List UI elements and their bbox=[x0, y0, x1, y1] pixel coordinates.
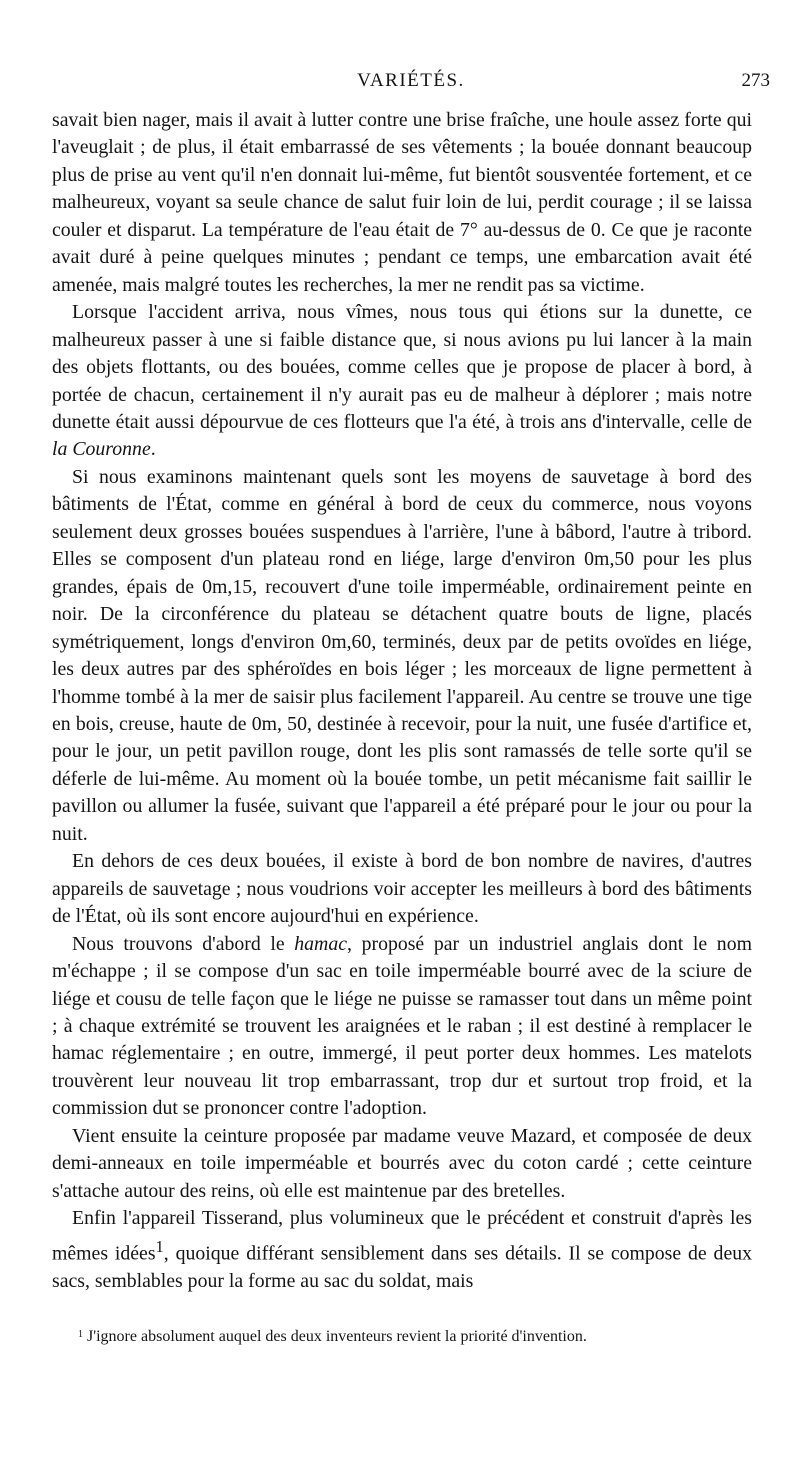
paragraph-5-text: , proposé par un industriel anglais dont le nom m'échappe ; il se compose d'un sac en toile imperméable bourré avec de la sciure de liége et cousu de telle façon que le liége ne puisse se ramasser tout dans un même point ; à chaque extrémité se trouvent les araignées et le raban ; il est destiné à remplacer le hamac réglementaire ; en outre, immergé, il peut porter deux hommes. Les matelots trouvèrent leur nouveau lit trop embarrassant, trop dur et surtout trop froid, et la commission dut se prononcer contre l'adoption. bbox=[52, 932, 752, 1120]
page-number: 273 bbox=[741, 70, 770, 91]
paragraph-7 bbox=[52, 1205, 752, 1295]
paragraph-2-text: Lorsque l'accident arriva, nous vîmes, nous tous qui étions sur la dunette, ce malheureux passer à une si faible distance que, si nous avions pu lui lancer à la main des objets flottants, ou des bouées, comme celles que je propose de placer à bord, à portée de chacun, certainement il n'y aurait pas eu de malheur à déplorer ; mais notre dunette était aussi dépourvue de ces flotteurs que l'a été, à trois ans d'intervalle, celle de bbox=[52, 301, 752, 433]
footnote-reference: 1 bbox=[155, 1236, 164, 1256]
footnote-marker: 1 bbox=[78, 1329, 83, 1340]
paragraph-7-start: Enfin l'appareil Tisserand, plus volumineux que le précédent et construit d'après les mêmes idées bbox=[52, 1207, 752, 1265]
footnote-text: J'ignore absolument auquel des deux inventeurs revient la priorité d'invention. bbox=[87, 1328, 587, 1345]
footnote bbox=[78, 1325, 758, 1347]
body-text bbox=[52, 107, 752, 1295]
ship-name-italic: la Couronne bbox=[52, 438, 151, 461]
paragraph-3: Si nous examinons maintenant quels sont les moyens de sauvetage à bord des bâtiments de l'État, comme en général à bord de ceux du commerce, nous voyons seulement deux grosses bouées suspendues à l'arrière, l'une à bâbord, l'autre à tribord. Elles se composent d'un plateau rond en liége, large d'environ 0m,50 pour les plus grandes, épais de 0m,15, recouvert d'une toile imperméable, ordinairement peinte en noir. De la circonférence du plateau se détachent quatre bouts de ligne, placés symétriquement, longs d'environ 0m,60, terminés, deux par de petits ovoïdes en liége, les deux autres par des sphéroïdes en bois léger ; les morceaux de ligne permettent à l'homme tombé à la mer de saisir plus facilement l'appareil. Au centre se trouve une tige en bois, creuse, haute de 0m, 50, destinée à recevoir, pour la nuit, une fusée d'artifice et, pour le jour, un petit pavillon rouge, dont les plis sont ramassés de telle sorte qu'il se déferle de lui-même. Au moment où la bouée tombe, un petit mécanisme fait saillir le pavillon ou allumer la fusée, suivant que l'appareil a été préparé pour le jour ou pour la nuit. bbox=[52, 465, 752, 845]
page-header bbox=[52, 66, 770, 96]
paragraph-4: En dehors de ces deux bouées, il existe à bord de bon nombre de navires, d'autres appareils de sauvetage ; nous voudrions voir accepter les meilleurs à bord des bâtiments de l'État, où ils sont encore aujourd'hui en expérience. bbox=[52, 850, 752, 928]
paragraph-1: savait bien nager, mais il avait à lutter contre une brise fraîche, une houle assez forte qui l'aveuglait ; de plus, il était embarrassé de ses vêtements ; la bouée donnant beaucoup plus de prise au vent qu'il n'en donnait lui-même, fut bientôt sousventée fortement, et ce malheureux, voyant sa seule chance de salut fuir loin de lui, perdit courage ; il se laissa couler et disparut. La température de l'eau était de 7° au-dessus de 0. Ce que je raconte avait duré à peine quelques minutes ; pendant ce temps, une embarcation avait été amenée, mais malgré toutes les recherches, la mer ne rendit pas sa victime. bbox=[52, 109, 752, 296]
paragraph-5 bbox=[52, 931, 752, 1123]
running-title: VARIÉTÉS. bbox=[357, 70, 465, 91]
hamac-italic: hamac bbox=[294, 932, 348, 955]
paragraph-7-text: , quoique différant sensiblement dans ses détails. Il se compose de deux sacs, semblables pour la forme au sac du soldat, mais bbox=[52, 1242, 753, 1292]
paragraph-2 bbox=[52, 299, 752, 464]
paragraph-6: Vient ensuite la ceinture proposée par madame veuve Mazard, et composée de deux demi-anneaux en toile imperméable et bourrés avec du coton cardé ; cette ceinture s'attache autour des reins, où elle est maintenue par des bretelles. bbox=[52, 1124, 752, 1202]
paragraph-5-start: Nous trouvons d'abord le bbox=[72, 932, 295, 955]
paragraph-2-end: . bbox=[150, 438, 156, 461]
